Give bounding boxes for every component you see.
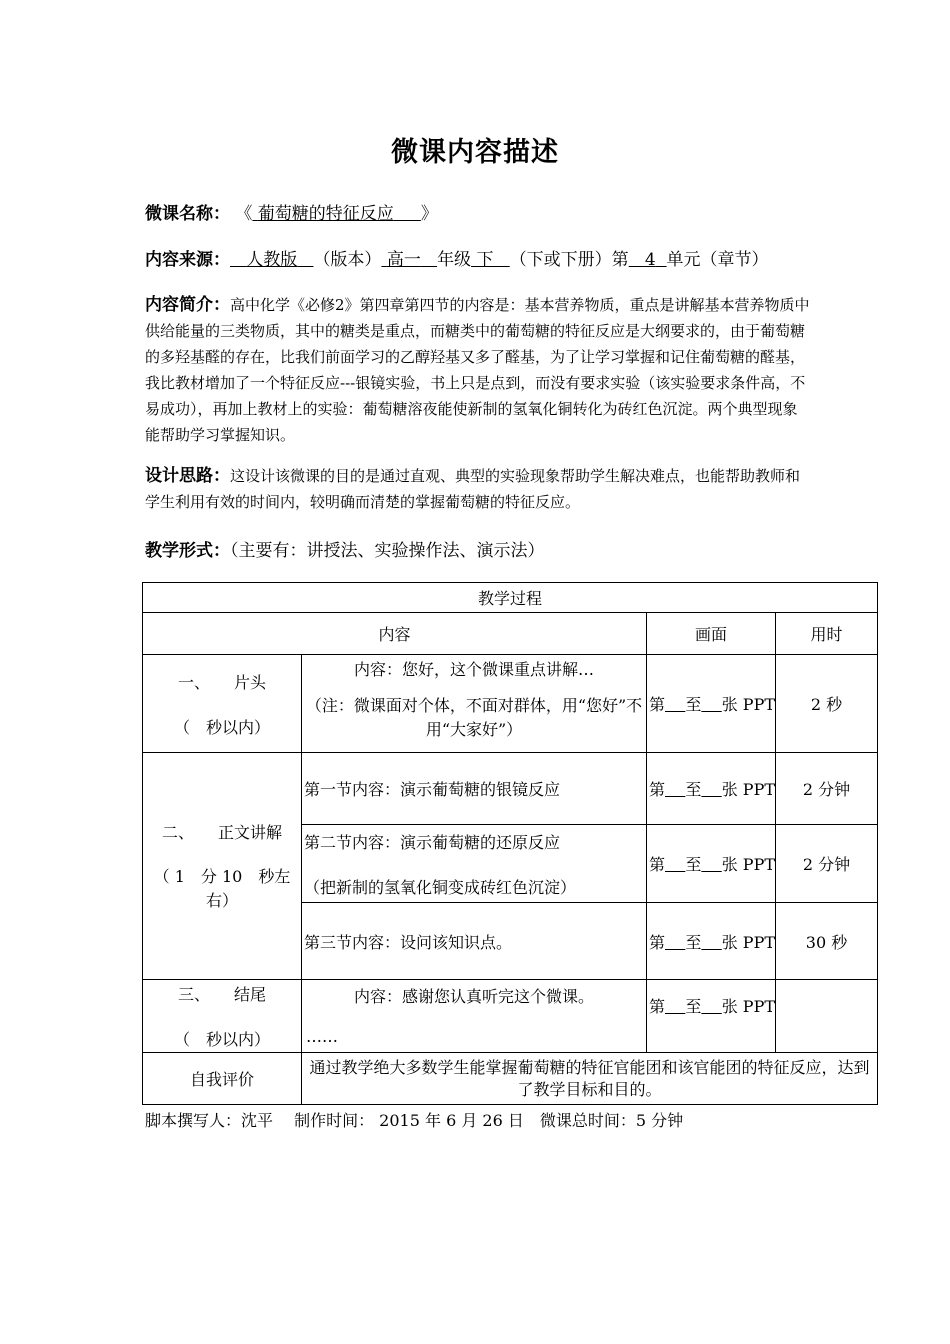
edition-suffix: （版本） bbox=[313, 250, 382, 270]
opening-ppt: 第 至 张 PPT bbox=[647, 655, 776, 753]
section-main bbox=[143, 753, 302, 980]
content-source-label: 内容来源： bbox=[145, 250, 230, 270]
unit-value: 4 bbox=[644, 250, 656, 270]
course-name-label: 微课名称： bbox=[145, 204, 230, 224]
volume-value: 下 bbox=[476, 250, 494, 270]
main-part3-time: 30 秒 bbox=[776, 903, 878, 980]
section-opening bbox=[143, 655, 302, 753]
main-part1-ppt: 第 至 张 PPT bbox=[647, 753, 776, 825]
course-name-value: 葡萄糖的特征反应 bbox=[257, 204, 394, 224]
table-row bbox=[143, 753, 878, 825]
intro-text: 高中化学《必修2》第四章第四节的内容是：基本营养物质，重点是讲解基本营养物质中供给能量的三类物质，其中的糖类是重点，而糖类中的葡萄糖的特征反应是大纲要求的，由于葡萄糖的多羟基醛的存在，比我们前面学习的乙醇羟基又多了醛基，为了让学习掌握和记住葡萄糖的醛基，我比教材增加了一个特征反应---银镜实验，书上只是点到，而没有要求实验（该实验要求条件高，不易成功），再加上教材上的实验：葡萄糖溶夜能使新制的氢氧化铜转化为砖红色沉淀。两个典型现象能帮助学习掌握知识。 bbox=[145, 296, 810, 444]
main-part2-time: 2 分钟 bbox=[776, 825, 878, 903]
main-part3-ppt: 第 至 张 PPT bbox=[647, 903, 776, 980]
footer-info: 脚本撰写人：沈平 制作时间： 2015 年 6 月 26 日 微课总时间：5 分钟 bbox=[145, 1111, 684, 1130]
header-time: 用时 bbox=[776, 613, 878, 655]
ending-line2: …… bbox=[306, 1027, 338, 1046]
ending-time bbox=[776, 980, 878, 1053]
teaching-form-text: （主要有：讲授法、实验操作法、演示法） bbox=[230, 541, 545, 561]
opening-content bbox=[302, 655, 647, 753]
main-part2-ppt: 第 至 张 PPT bbox=[647, 825, 776, 903]
opening-time: 2 秒 bbox=[776, 655, 878, 753]
intro-label: 内容简介： bbox=[145, 295, 230, 315]
main-part2-line1: 第二节内容：演示葡萄糖的还原反应 bbox=[304, 832, 561, 852]
opening-limit: （ 秒以内） bbox=[173, 717, 270, 737]
teaching-process-table bbox=[142, 582, 878, 1105]
teaching-form-label: 教学形式： bbox=[145, 541, 230, 561]
unit-suffix: 单元（章节） bbox=[666, 250, 769, 270]
table-caption: 教学过程 bbox=[143, 583, 878, 613]
ending-name: 三、 结尾 bbox=[177, 985, 266, 1004]
opening-line2: （注：微课面对个体，不面对群体，用“您好”不用“大家好”） bbox=[305, 696, 643, 739]
opening-name: 一、 片头 bbox=[177, 672, 266, 692]
main-limit: （ 1 分 10 秒左右） bbox=[153, 866, 291, 910]
design-idea bbox=[145, 463, 810, 515]
main-part3: 第三节内容：设问该知识点。 bbox=[302, 903, 647, 980]
main-part1: 第一节内容：演示葡萄糖的银镜反应 bbox=[302, 753, 647, 825]
self-eval-text: 通过教学绝大多数学生能掌握葡萄糖的特征官能团和该官能团的特征反应，达到了教学目标和目的。 bbox=[302, 1053, 878, 1105]
teaching-form-line bbox=[145, 536, 545, 561]
content-source-line bbox=[145, 245, 769, 270]
main-part2 bbox=[302, 825, 647, 903]
table-row bbox=[143, 1053, 878, 1105]
main-part1-time: 2 分钟 bbox=[776, 753, 878, 825]
course-name-line bbox=[145, 199, 438, 224]
ending-limit: （ 秒以内） bbox=[173, 1030, 270, 1049]
edition-value: 人教版 bbox=[246, 250, 298, 270]
main-part2-line2: （把新制的氢氧化铜变成砖红色沉淀） bbox=[304, 877, 577, 897]
design-text: 这设计该微课的目的是通过直观、典型的实验现象帮助学生解决难点，也能帮助教师和学生利用有效的时间内，较明确而清楚的掌握葡萄糖的特征反应。 bbox=[145, 467, 801, 511]
grade-suffix: 年级 bbox=[437, 250, 472, 270]
header-content: 内容 bbox=[143, 613, 647, 655]
ending-line1: 内容：感谢您认真听完这个微课。 bbox=[353, 987, 594, 1006]
table-row bbox=[143, 655, 878, 753]
ending-content bbox=[302, 980, 647, 1053]
table-row bbox=[143, 980, 878, 1053]
grade-value: 高一 bbox=[386, 250, 421, 270]
content-intro bbox=[145, 292, 810, 448]
course-name-open: 《 bbox=[235, 204, 253, 224]
page-title: 微课内容描述 bbox=[391, 137, 559, 168]
design-label: 设计思路： bbox=[145, 466, 230, 486]
opening-line1: 内容：您好，这个微课重点讲解… bbox=[353, 660, 594, 679]
course-name-close: 》 bbox=[420, 204, 438, 224]
main-name: 二、 正文讲解 bbox=[161, 822, 282, 842]
section-ending bbox=[143, 980, 302, 1053]
ending-ppt: 第 至 张 PPT bbox=[647, 980, 776, 1053]
volume-suffix: （下或下册）第 bbox=[509, 250, 629, 270]
self-eval-label: 自我评价 bbox=[143, 1053, 302, 1105]
header-screen: 画面 bbox=[647, 613, 776, 655]
